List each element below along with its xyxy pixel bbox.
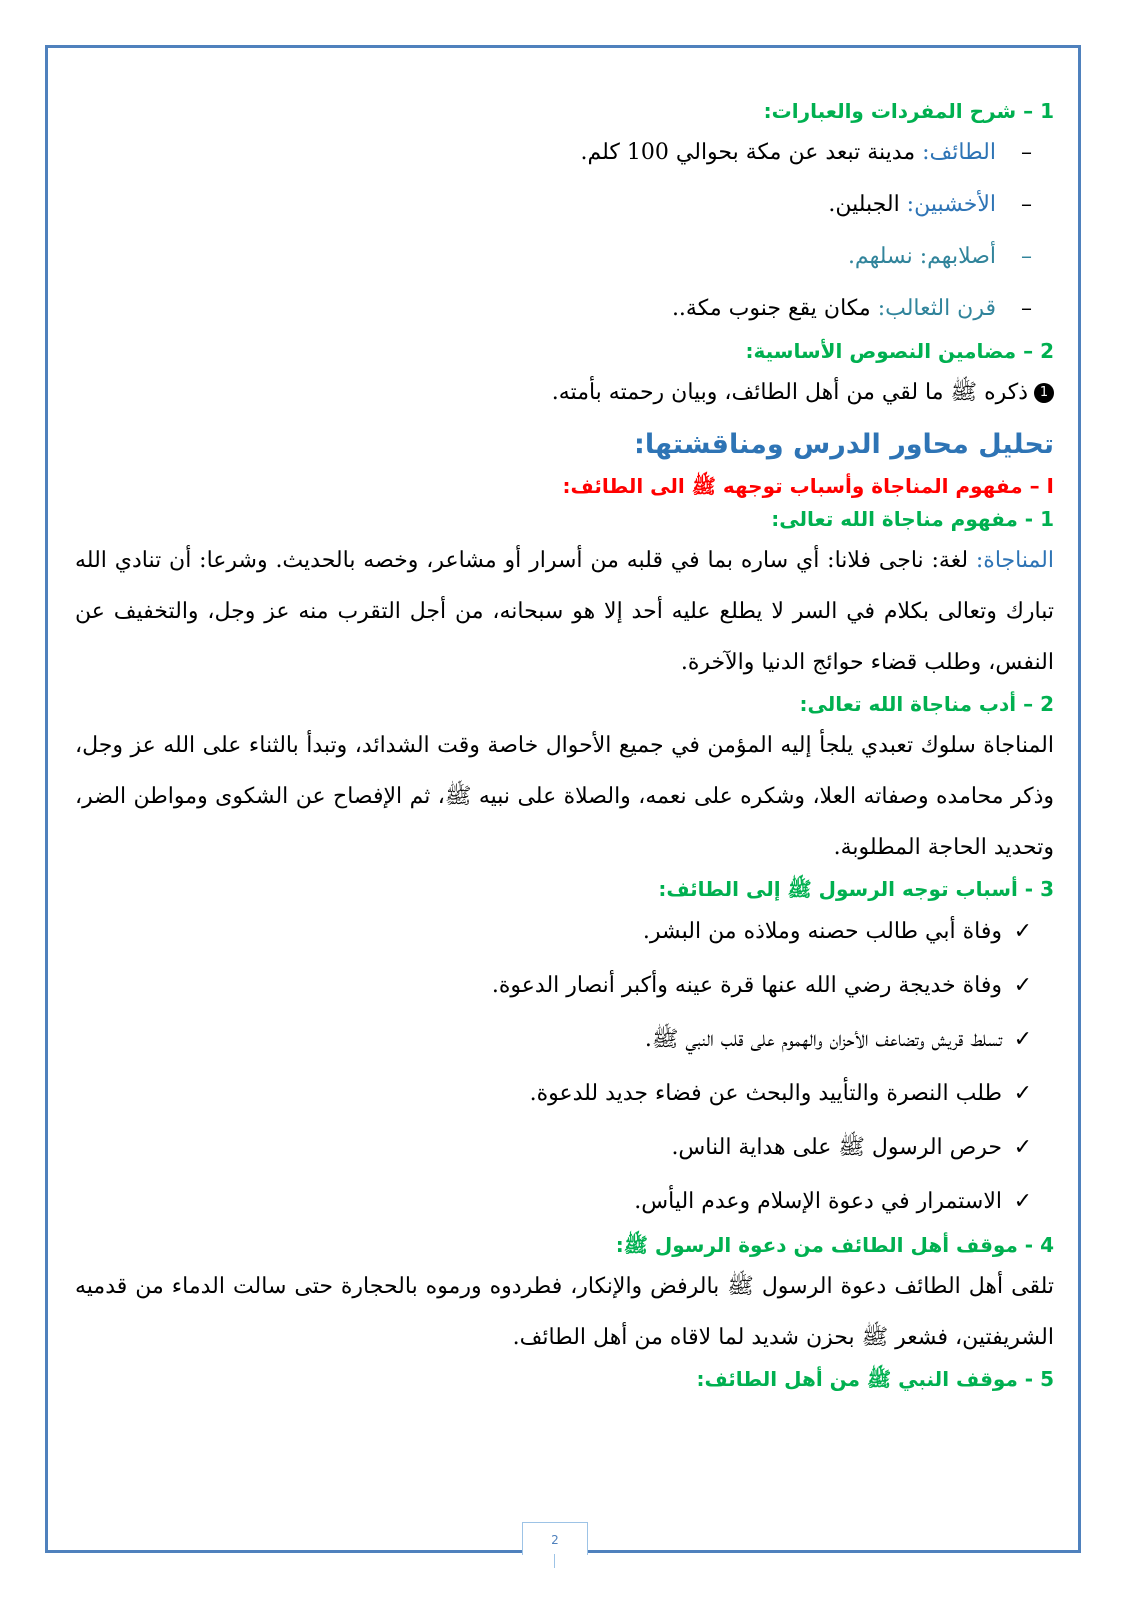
list-item <box>75 1121 1054 1175</box>
vocab-term: الطائف: <box>922 140 996 165</box>
section-vocabulary-title: 1 – شرح المفردات والعبارات: <box>763 99 1054 123</box>
list-item <box>75 1175 1054 1229</box>
list-item <box>75 1067 1054 1121</box>
sub3-title: 3 - أسباب توجه الرسول ﷺ إلى الطائف: <box>658 877 1054 901</box>
list-item-text: وفاة أبي طالب حصنه وملاذه من البشر. <box>642 919 1002 944</box>
section-contents-title: 2 – مضامين النصوص الأساسية: <box>745 339 1054 363</box>
vocab-item: –الطائف: مدينة تبعد عن مكة بحوالي 100 كلم. <box>580 140 1032 165</box>
reasons-list <box>75 905 1054 1229</box>
vocab-item: –الأخشبين: الجبلين. <box>828 192 1032 217</box>
content-item <box>75 367 1054 419</box>
list-item <box>75 959 1054 1013</box>
vocab-item: –أصلابهم: نسلهم. <box>847 244 1032 269</box>
vocab-term: أصلابهم: <box>919 244 996 269</box>
check-icon: ✓ <box>1013 973 1032 998</box>
check-icon: ✓ <box>1013 1081 1032 1106</box>
sub4-paragraph: تلقى أهل الطائف دعوة الرسول ﷺ بالرفض والإنكار، فطردوه ورموه بالحجارة حتى سالت الدماء من قدميه الشريفتين، فشعر ﷺ بحزن شديد لما لاقاه من أهل الطائف. <box>75 1274 1054 1350</box>
content-item-text: ذكره ﷺ ما لقي من أهل الطائف، وبيان رحمته بأمته. <box>551 380 1028 405</box>
part1-title: I – مفهوم المناجاة وأسباب توجهه ﷺ الى الطائف: <box>562 474 1054 498</box>
list-item-text: تسلط قريش وتضاعف الأحزان والهموم على قلب النبي ﷺ. <box>644 1027 1002 1052</box>
number-badge: 1 <box>1034 383 1054 403</box>
sub5-title: 5 - موقف النبي ﷺ من أهل الطائف: <box>696 1367 1054 1391</box>
list-item-text: حرص الرسول ﷺ على هداية الناس. <box>671 1135 1002 1160</box>
sub2-paragraph: المناجاة سلوك تعبدي يلجأ إليه المؤمن في جميع الأحوال خاصة وقت الشدائد، وتبدأ بالثناء على الله عز وجل، وذكر محامده وصفاته العلا، وشكره على نعمه، والصلاة على نبيه ﷺ، ثم الإفصاح عن الشكوى ومواطن الضر، وتحديد الحاجة المطلوبة. <box>75 733 1054 860</box>
check-icon: ✓ <box>1013 1135 1032 1160</box>
check-icon: ✓ <box>1013 919 1032 944</box>
list-item-text: طلب النصرة والتأييد والبحث عن فضاء جديد للدعوة. <box>529 1081 1002 1106</box>
vocab-item: –قرن الثعالب: مكان يقع جنوب مكة.. <box>671 296 1032 321</box>
sub4-title: 4 - موقف أهل الطائف من دعوة الرسول ﷺ: <box>615 1233 1054 1257</box>
analysis-title: تحليل محاور الدرس ومناقشتها: <box>634 429 1054 460</box>
page-content <box>75 95 1054 1395</box>
sub1-title: 1 - مفهوم مناجاة الله تعالى: <box>771 507 1054 531</box>
list-item-text: وفاة خديجة رضي الله عنها قرة عينه وأكبر أنصار الدعوة. <box>491 973 1002 998</box>
sub1-text: لغة: ناجى فلانا: أي ساره بما في قلبه من أسرار أو مشاعر، وخصه بالحديث. وشرعا: أن تنادي الله تبارك وتعالى بكلام في السر لا يطلع عليه أحد إلا هو سبحانه، من أجل التقرب منه عز وجل، والتخفيف عن النفس، وطلب قضاء حوائج الدنيا والآخرة. <box>75 548 1054 675</box>
vocab-term: قرن الثعالب: <box>877 296 996 321</box>
vocab-definition: نسلهم. <box>847 244 920 269</box>
list-item <box>75 1013 1054 1067</box>
list-item <box>75 905 1054 959</box>
vocab-term: الأخشبين: <box>906 192 996 217</box>
vocab-definition: الجبلين. <box>828 192 907 217</box>
sub1-paragraph <box>75 535 1054 688</box>
vocab-definition: مكان يقع جنوب مكة.. <box>671 296 878 321</box>
check-icon: ✓ <box>1013 1189 1032 1214</box>
page-number: 2 <box>522 1522 588 1555</box>
check-icon: ✓ <box>1013 1027 1032 1052</box>
munajat-term: المناجاة: <box>975 548 1054 573</box>
vocab-definition: مدينة تبعد عن مكة بحوالي 100 كلم. <box>580 140 923 165</box>
page-number-tick <box>554 1554 555 1568</box>
list-item-text: الاستمرار في دعوة الإسلام وعدم اليأس. <box>634 1189 1002 1214</box>
sub2-title: 2 – أدب مناجاة الله تعالى: <box>799 692 1054 716</box>
